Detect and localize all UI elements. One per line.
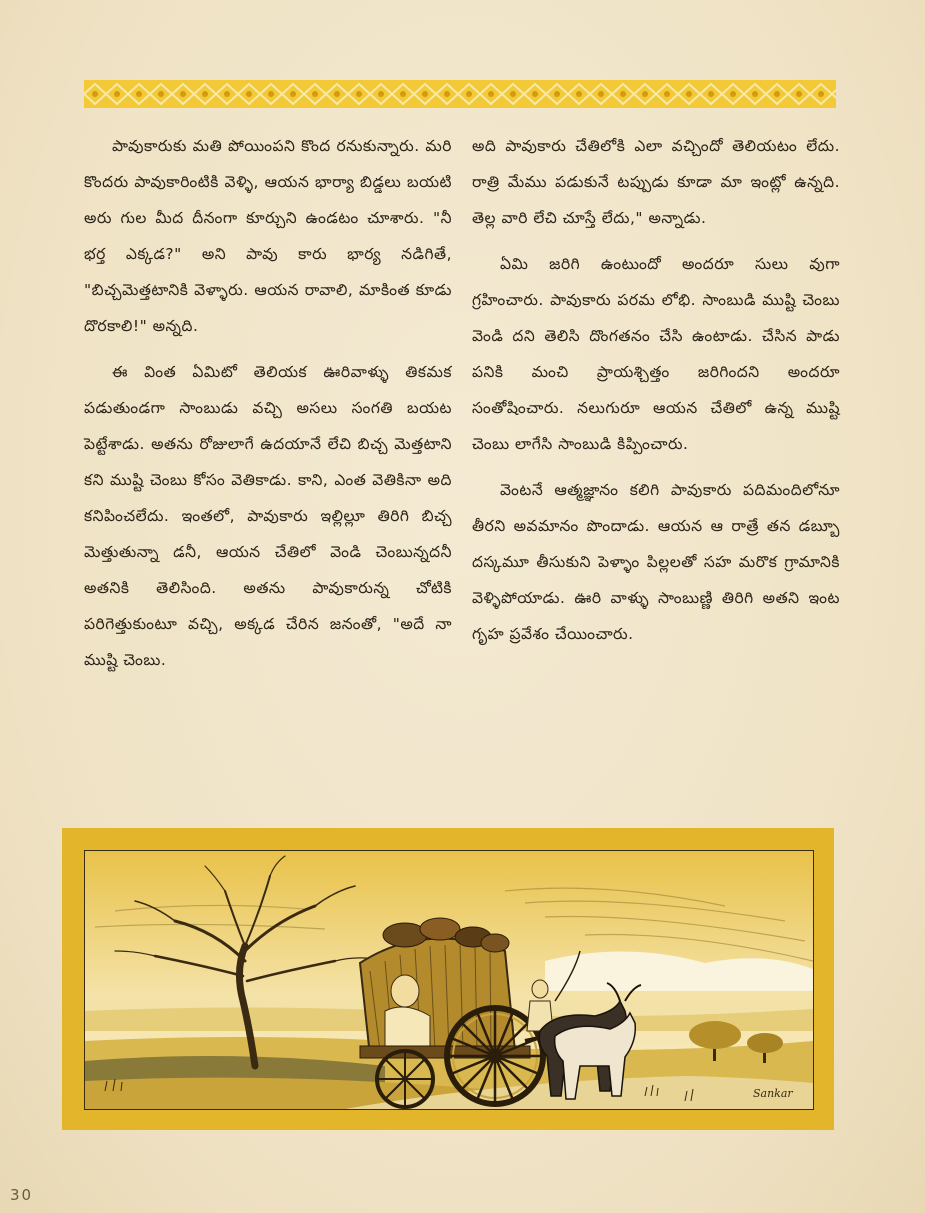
band-dot <box>818 91 824 97</box>
band-dot <box>532 91 538 97</box>
band-dot <box>642 91 648 97</box>
decorative-border-band <box>84 80 836 108</box>
band-dot <box>378 91 384 97</box>
band-dot <box>598 91 604 97</box>
band-dot <box>136 91 142 97</box>
band-dot <box>92 91 98 97</box>
band-dot <box>620 91 626 97</box>
band-dot <box>554 91 560 97</box>
band-dot <box>686 91 692 97</box>
left-text-column <box>84 128 452 678</box>
band-dot <box>334 91 340 97</box>
band-dot <box>444 91 450 97</box>
story-paragraph-2 <box>84 354 452 678</box>
page-number: 30 <box>10 1186 34 1204</box>
paragraph-text: పావుకారుకు మతి పోయింపని కొంద రనుకున్నారు. మరి కొందరు పావుకారింటికి వెళ్ళి, ఆయన భార్యా బిడ్డలు బయటి అరు గుల మీద దీనంగా కూర్చుని ఉండటం చూశారు. "నీ భర్త ఎక్కడ?" అని పావు కారు భార్య నడిగితే, "బిచ్చమెత్తటానికి వెళ్ళారు. ఆయన రావాలి, మాకింత కూడు దొరకాలి!" అన్నది. <box>84 137 452 335</box>
band-dot <box>752 91 758 97</box>
band-dot <box>268 91 274 97</box>
band-dot <box>488 91 494 97</box>
band-dot <box>158 91 164 97</box>
illustration-frame <box>84 850 814 1110</box>
band-dot <box>774 91 780 97</box>
band-dot <box>466 91 472 97</box>
band-dot <box>400 91 406 97</box>
story-paragraph-3 <box>472 128 840 236</box>
band-dot <box>246 91 252 97</box>
band-dot <box>290 91 296 97</box>
band-dot <box>422 91 428 97</box>
band-dot <box>664 91 670 97</box>
paragraph-text: ఈ వింత ఏమిటో తెలియక ఊరివాళ్ళు తికమక పడుతుండగా సాంబుడు వచ్చి అసలు సంగతి బయట పెట్టేశాడు. అతను రోజులాగే ఉదయానే లేచి బిచ్చ మెత్తటాని కని ముష్టి చెంబు కోసం వెతికాడు. కాని, ఎంత వెతికినా అది కనిపించలేదు. ఇంతలో, పావుకారు ఇల్లిల్లూ తిరిగి బిచ్చ మెత్తుతున్నా డనీ, ఆయన చేతిలో వెండి చెంబున్నదనీ అతనికి తెలిసింది. అతను పావుకారున్న చోటికి పరిగెత్తుకుంటూ వచ్చి, అక్కడ చేరిన జనంతో, "అదే నా ముష్టి చెంబు. <box>84 363 452 669</box>
band-dot <box>180 91 186 97</box>
paragraph-text: అది పావుకారు చేతిలోకి ఎలా వచ్చిందో తెలియటం లేదు. రాత్రి మేము పడుకునే టప్పుడు కూడా మా ఇంట్లో ఉన్నది. తెల్ల వారి లేచి చూస్తే లేదు," అన్నాడు. <box>472 137 840 227</box>
paragraph-text: ఏమి జరిగి ఉంటుందో అందరూ సులు వుగా గ్రహించారు. పావుకారు పరమ లోభి. సాంబుడి ముష్టి చెంబు వెండి దని తెలిసి దొంగతనం చేసి ఉంటాడు. చేసిన పాడు పనికి మంచి ప్రాయశ్చిత్తం జరిగిందని అందరూ సంతోషించారు. నలుగురూ ఆయన చేతిలో ఉన్న ముష్టి చెంబు లాగేసి సాంబుడి కిప్పించారు. <box>472 255 840 453</box>
band-dot <box>708 91 714 97</box>
band-dot <box>576 91 582 97</box>
band-dot <box>730 91 736 97</box>
right-text-column <box>472 128 840 652</box>
artist-signature: Sankar <box>753 1087 793 1100</box>
band-dot <box>510 91 516 97</box>
paragraph-text: వెంటనే ఆత్మజ్ఞానం కలిగి పావుకారు పదిమందిలోనూ తీరని అవమానం పొందాడు. ఆయన ఆ రాత్రే తన డబ్బూ దస్కమూ తీసుకుని పెళ్ళాం పిల్లలతో సహ మరొక గ్రామానికి వెళ్ళిపోయాడు. ఊరి వాళ్ళు సాంబుణ్ణి తిరిగి అతని ఇంట గృహ ప్రవేశం చేయించారు. <box>472 481 840 643</box>
band-dot <box>356 91 362 97</box>
story-paragraph-5 <box>472 472 840 652</box>
band-dot <box>202 91 208 97</box>
band-dot <box>224 91 230 97</box>
bullock-cart-illustration <box>62 828 834 1130</box>
story-paragraph-4 <box>472 246 840 462</box>
band-dot <box>796 91 802 97</box>
story-paragraph-1 <box>84 128 452 344</box>
band-dot <box>114 91 120 97</box>
band-dot <box>312 91 318 97</box>
